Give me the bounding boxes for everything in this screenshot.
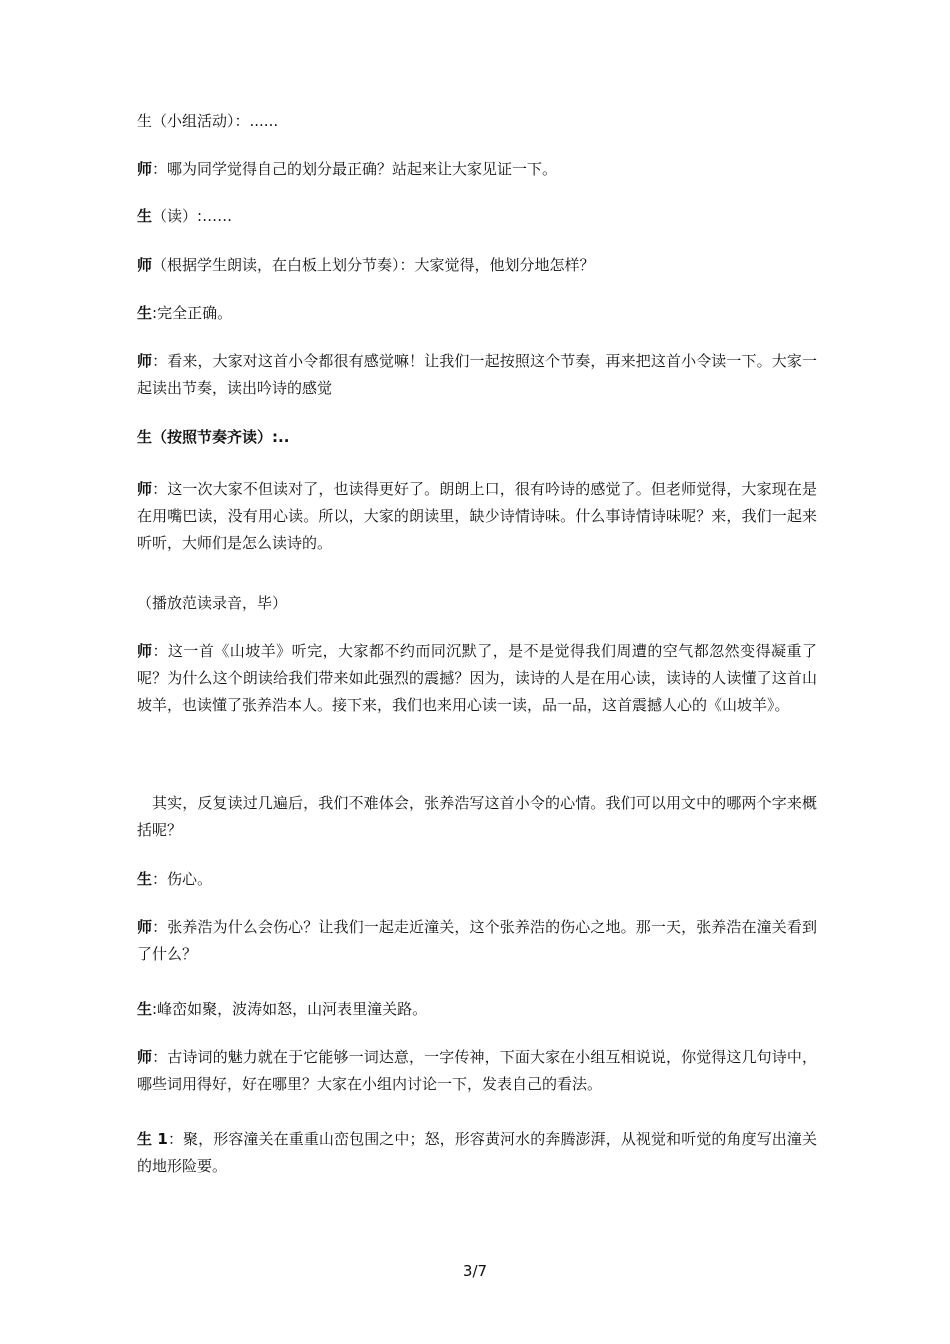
speaker-label: 师 xyxy=(137,918,153,936)
page-number: 3/7 xyxy=(462,1262,488,1280)
paragraph-text: （按照节奏齐读）:.. xyxy=(152,428,290,446)
paragraph xyxy=(137,348,817,402)
paragraph xyxy=(137,638,817,719)
paragraph-text: 其实，反复读过几遍后，我们不难体会，张养浩写这首小令的心情。我们可以用文中的哪两个字来概括呢？ xyxy=(137,794,817,839)
speaker-label: 生 xyxy=(137,304,153,322)
paragraph-text: （播放范读录音，毕） xyxy=(137,594,288,612)
paragraph-text: ：这一次大家不但读对了，也读得更好了。朗朗上口，很有吟诗的感觉了。但老师觉得，大家现在是在用嘴巴读，没有用心读。所以，大家的朗读里，缺少诗情诗味。什么事诗情诗味呢？来，我们一起来听听，大师们是怎么读诗的。 xyxy=(137,480,817,552)
paragraph-text: ：张养浩为什么会伤心？让我们一起走近潼关，这个张养浩的伤心之地。那一天，张养浩在潼关看到了什么？ xyxy=(137,918,817,963)
speaker-label: 生 xyxy=(137,207,153,225)
paragraph xyxy=(137,252,817,279)
paragraph-text: （根据学生朗读，在白板上划分节奏）：大家觉得，他划分地怎样？ xyxy=(152,256,595,274)
paragraph-text: ：伤心。 xyxy=(152,870,213,888)
paragraph xyxy=(137,866,817,893)
paragraph xyxy=(137,590,817,617)
paragraph-text: :完全正确。 xyxy=(152,304,233,322)
paragraph-text: ：哪为同学觉得自己的划分最正确？站起来让大家见证一下。 xyxy=(152,160,558,178)
speaker-label: 师 xyxy=(137,160,153,178)
paragraph xyxy=(137,790,817,844)
paragraph xyxy=(137,300,817,327)
speaker-label: 生 xyxy=(137,428,153,446)
speaker-label: 师 xyxy=(137,352,153,370)
paragraph xyxy=(137,424,817,451)
paragraph xyxy=(137,203,817,230)
paragraph-text: （读）:…… xyxy=(152,207,233,225)
speaker-label: 师 xyxy=(137,480,153,498)
speaker-label: 生 xyxy=(137,1000,153,1018)
paragraph-text: 生（小组活动）：...... xyxy=(137,112,279,130)
paragraph-text: :峰峦如聚，波涛如怒，山河表里潼关路。 xyxy=(152,1000,428,1018)
paragraph-text: ：看来，大家对这首小令都很有感觉嘛！让我们一起按照这个节奏，再来把这首小令读一下。大家一起读出节奏，读出吟诗的感觉 xyxy=(137,352,817,397)
paragraph xyxy=(137,1044,817,1098)
speaker-label: 师 xyxy=(137,256,153,274)
paragraph xyxy=(137,996,817,1023)
paragraph xyxy=(137,156,817,183)
paragraph xyxy=(137,914,817,968)
paragraph-text: ：古诗词的魅力就在于它能够一词达意，一字传神，下面大家在小组互相说说，你觉得这几句诗中，哪些词用得好，好在哪里？大家在小组内讨论一下，发表自己的看法。 xyxy=(137,1048,817,1093)
speaker-label: 师 xyxy=(137,1048,153,1066)
speaker-label: 生 1 xyxy=(137,1130,168,1148)
paragraph xyxy=(137,476,817,557)
speaker-label: 师 xyxy=(137,642,153,660)
paragraph-text: ：聚，形容潼关在重重山峦包围之中；怒，形容黄河水的奔腾澎湃，从视觉和听觉的角度写出潼关的地形险要。 xyxy=(137,1130,817,1175)
paragraph-text: ：这一首《山坡羊》听完，大家都不约而同沉默了，是不是觉得我们周遭的空气都忽然变得凝重了呢？为什么这个朗读给我们带来如此强烈的震撼？因为，读诗的人是在用心读，读诗的人读懂了这首山坡羊，也读懂了张养浩本人。接下来，我们也来用心读一读，品一品，这首震撼人心的《山坡羊》。 xyxy=(137,642,817,714)
paragraph xyxy=(137,108,817,135)
speaker-label: 生 xyxy=(137,870,153,888)
paragraph xyxy=(137,1126,817,1180)
